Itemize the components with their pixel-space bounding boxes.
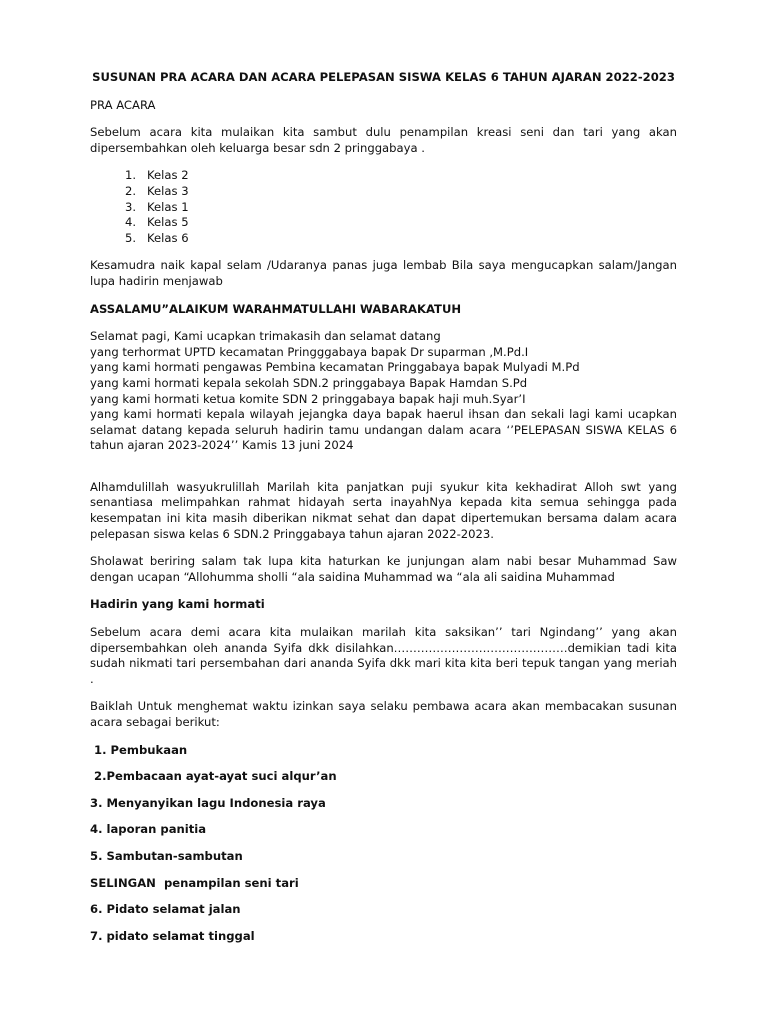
- agenda-item: 3. Menyanyikan lagu Indonesia raya: [90, 795, 326, 810]
- list-item: [90, 184, 677, 200]
- section-pra-acara: PRA ACARA: [90, 97, 156, 112]
- greeting-line: yang kami hormati ketua komite SDN 2 pringgabaya bapak haji muh.Syar’I: [90, 391, 526, 406]
- list-item: [90, 168, 677, 184]
- intro-paragraph: Sebelum acara kita mulaikan kita sambut dulu penampilan kreasi seni dan tari yang akan dipersembahkan oleh keluarga besar sdn 2 pringgabaya .: [90, 125, 677, 155]
- list-number: 1.: [125, 168, 137, 183]
- salam-heading: ASSALAMU”ALAIKUM WARAHMATULLAHI WABARAKATUH: [90, 301, 462, 316]
- greetings-block: [90, 329, 677, 454]
- agenda-item: 4. laporan panitia: [90, 822, 207, 837]
- agenda-item: 5. Sambutan-sambutan: [90, 848, 243, 863]
- susunan-intro-paragraph: Baiklah Untuk menghemat waktu izinkan saya selaku pembawa acara akan membacakan susunan acara sebagai berikut:: [90, 699, 677, 729]
- agenda-item: 6. Pidato selamat jalan: [90, 902, 241, 917]
- list-item: [90, 231, 677, 247]
- agenda-item: 2.Pembacaan ayat-ayat suci alqur’an: [90, 769, 337, 784]
- alhamdulillah-paragraph: Alhamdulillah wasyukrulillah Marilah kita panjatkan puji syukur kita kekhadirat Alloh swt yang senantiasa melimpahkan rahmat hidayah serta inayahNya kepada kita semua sehingga pada kesempatan ini kita masih diberikan nikmat sehat dan dapat dipertemukan bersama dalam acara pelepasan siswa kelas 6 SDN.2 Pringgabaya tahun ajaran 2022-2023.: [90, 479, 677, 541]
- list-number: 5.: [125, 230, 137, 245]
- hadirin-heading: Hadirin yang kami hormati: [90, 597, 265, 612]
- greeting-line: yang kami hormati kepala wilayah jejangka daya bapak haerul ihsan dan sekali lagi kami ucapkan selamat datang kepada seluruh hadirin tamu undangan dalam acara ‘’PELEPASAN SISWA KELAS 6 tahun ajaran 2023-2024’’ Kamis 13 juni 2024: [90, 407, 677, 453]
- document-body: [90, 70, 677, 955]
- document-title: SUSUNAN PRA ACARA DAN ACARA PELEPASAN SISWA KELAS 6 TAHUN AJARAN 2022-2023: [92, 70, 675, 84]
- agenda-item: 7. pidato selamat tinggal: [90, 928, 255, 943]
- list-label: Kelas 5: [147, 215, 189, 230]
- greeting-line: yang terhormat UPTD kecamatan Pringggabaya bapak Dr suparman ,M.Pd.I: [90, 344, 529, 359]
- list-number: 3.: [125, 199, 137, 214]
- tari-paragraph: Sebelum acara demi acara kita mulaikan marilah kita saksikan’’ tari Ngindang’’ yang akan dipersembahkan oleh ananda Syifa dkk disilahkan………………………………………demikian tadi kita sudah nikmati tari persembahan dari ananda Syifa dkk mari kita kita beri tepuk tangan yang meriah .: [90, 625, 677, 686]
- list-label: Kelas 1: [147, 199, 189, 214]
- kelas-list: [90, 168, 677, 246]
- list-number: 2.: [125, 183, 137, 198]
- list-item: [90, 200, 677, 216]
- agenda-list: [90, 743, 677, 945]
- agenda-item: 1. Pembukaan: [90, 742, 188, 757]
- greeting-line: yang kami hormati kepala sekolah SDN.2 pringgabaya Bapak Hamdan S.Pd: [90, 375, 528, 390]
- list-item: [90, 215, 677, 231]
- list-label: Kelas 3: [147, 183, 189, 198]
- agenda-item: SELINGAN penampilan seni tari: [90, 875, 299, 890]
- pantun-paragraph: Kesamudra naik kapal selam /Udaranya panas juga lembab Bila saya mengucapkan salam/Jangan lupa hadirin menjawab: [90, 258, 677, 288]
- sholawat-paragraph: Sholawat beriring salam tak lupa kita haturkan ke junjungan alam nabi besar Muhammad Saw dengan ucapan “Allohumma sholli “ala saidina Muhammad wa “ala ali saidina Muhammad: [90, 554, 677, 584]
- list-label: Kelas 6: [147, 230, 189, 245]
- list-number: 4.: [125, 215, 137, 230]
- greeting-line: yang kami hormati pengawas Pembina kecamatan Pringgabaya bapak Mulyadi M.Pd: [90, 360, 580, 375]
- list-label: Kelas 2: [147, 168, 189, 183]
- greeting-line: Selamat pagi, Kami ucapkan trimakasih dan selamat datang: [90, 329, 441, 344]
